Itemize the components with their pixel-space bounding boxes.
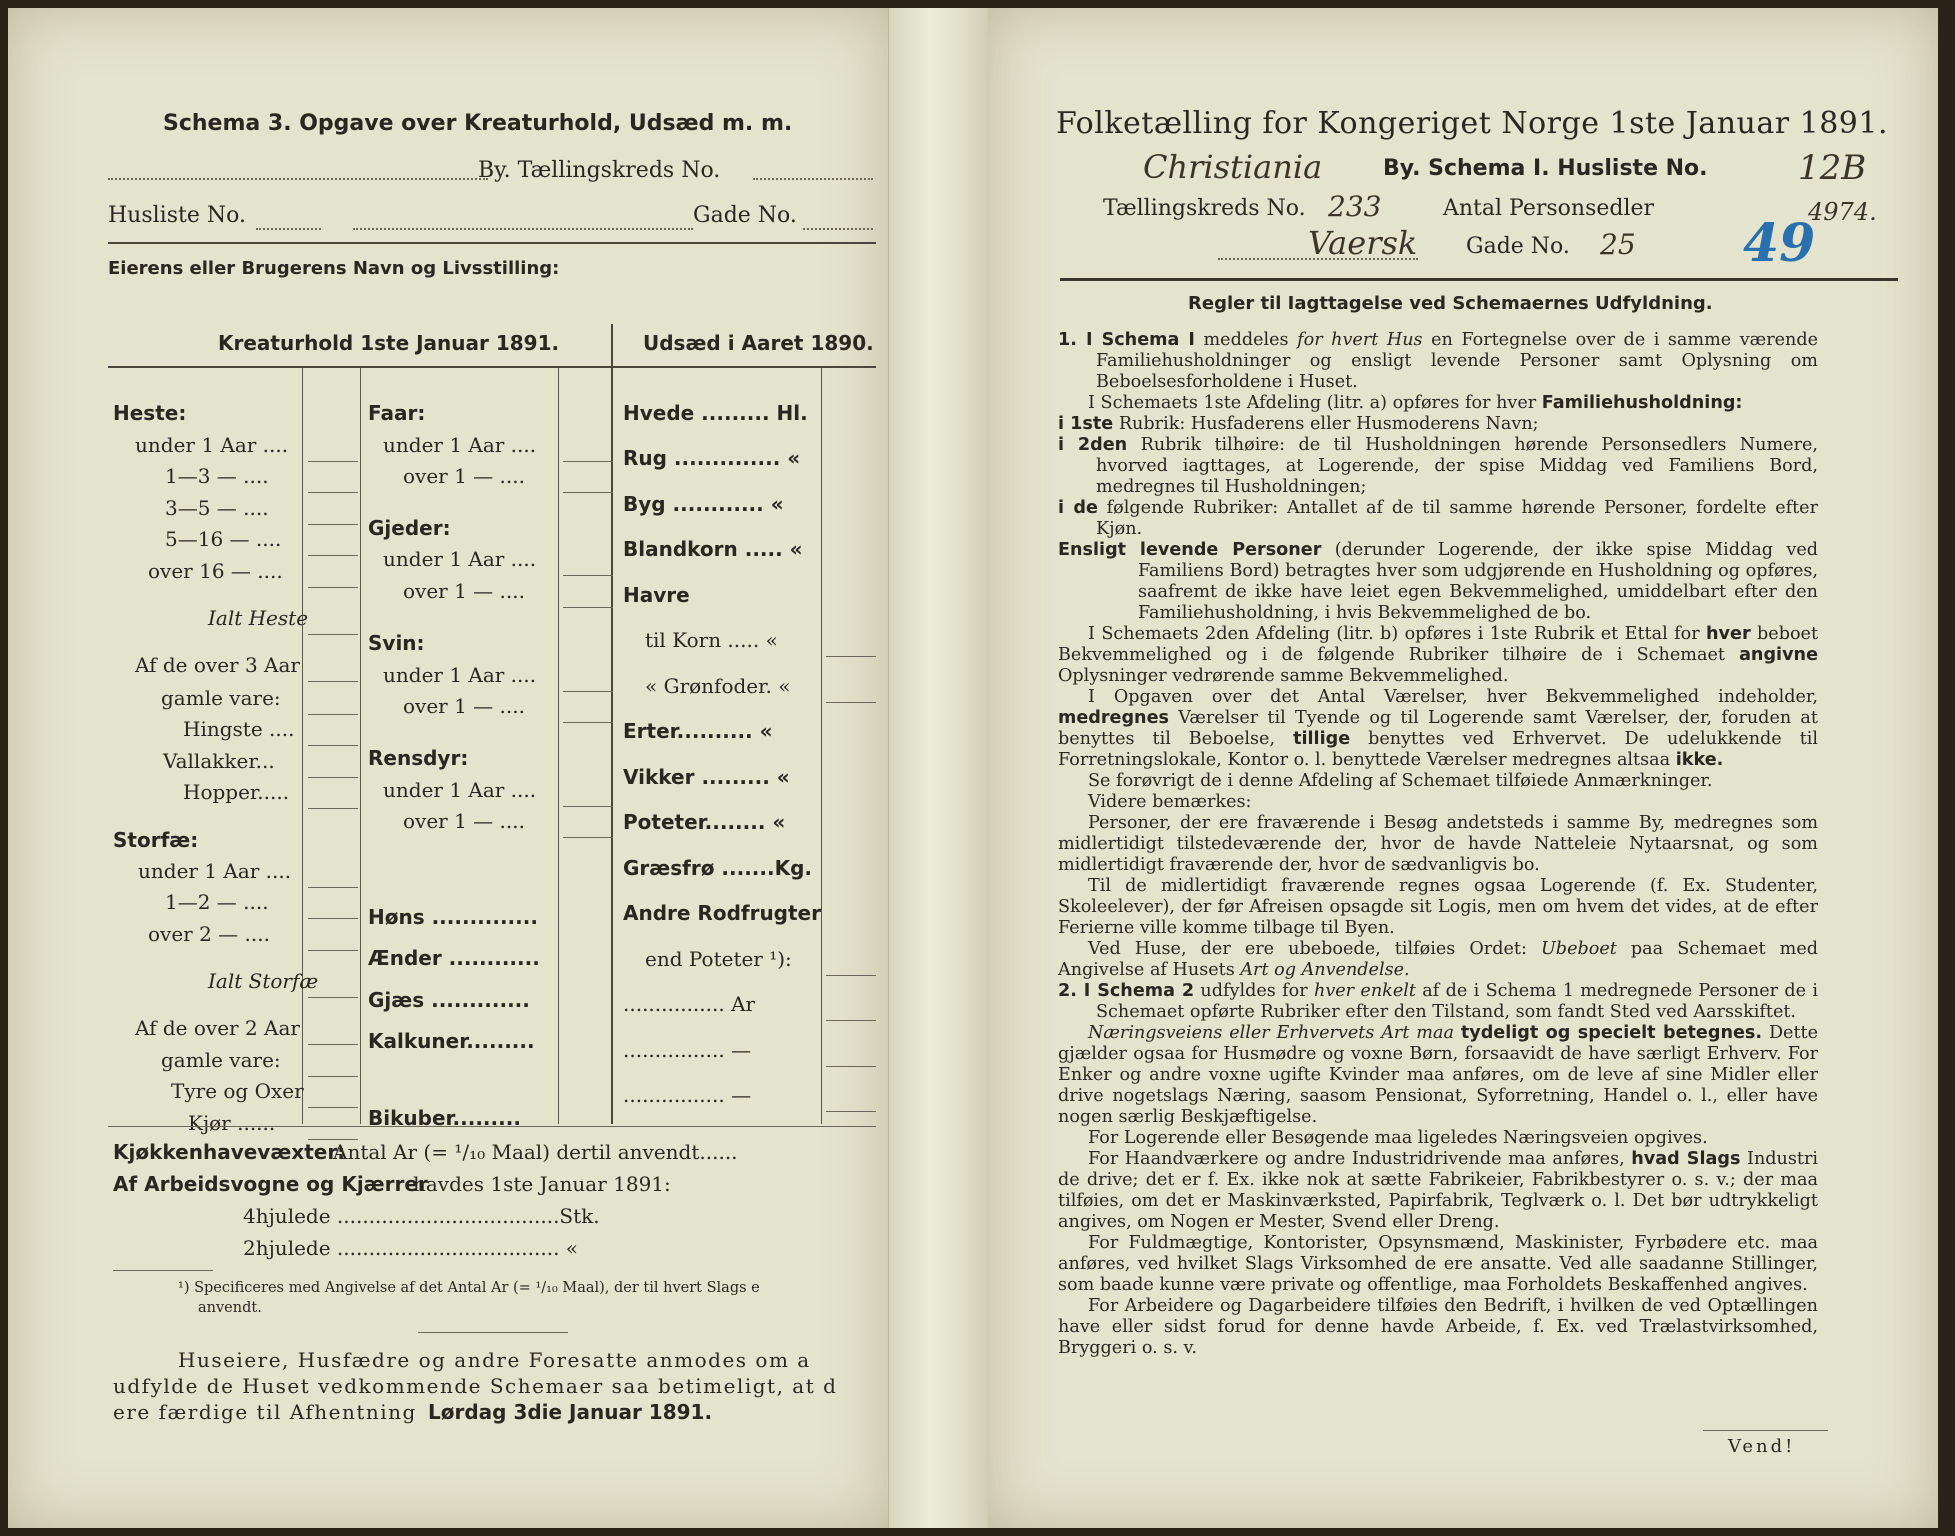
col1-entry-line-11 — [308, 808, 358, 809]
col1-num-divider — [360, 368, 361, 1124]
col1-entry-line-14 — [308, 918, 358, 919]
by-dotted-line — [108, 178, 488, 180]
p14-a: 2. I Schema 2 — [1058, 981, 1195, 1001]
col1-row-3: 3—5 — .... — [165, 496, 269, 520]
gade-no-dotted-line — [803, 228, 873, 230]
bottom-line3b: Lørdag 3die Januar 1891. — [428, 1400, 713, 1424]
short-rule — [418, 1332, 568, 1333]
col1-entry-line-16 — [308, 997, 358, 998]
handwritten-gadeno: 25 — [1600, 228, 1636, 261]
col2-row-6: Svin: — [368, 631, 425, 655]
p1-b: meddeles — [1203, 330, 1289, 350]
p15-b: tydeligt og specielt betegnes. — [1460, 1023, 1763, 1043]
col1-entry-line-6 — [308, 634, 358, 635]
left-page — [8, 8, 888, 1528]
rules-text — [1058, 330, 1818, 1359]
col1-divider — [302, 368, 303, 1124]
p14-c: hver enkelt — [1314, 981, 1416, 1001]
p13-c: paa Schemaet med Angivelse af Husets — [1058, 939, 1819, 980]
p7-e: Oplysninger vedrørende samme Bekvemmelighed. — [1058, 666, 1509, 686]
p13-d: Art og Anvendelse. — [1240, 960, 1410, 980]
p9: Se forøvrigt de i denne Afdeling af Schemaet tilføiede Anmærkninger. — [1088, 771, 1713, 791]
col3-row-6: « Grønfoder. « — [645, 674, 791, 698]
arbeid-label: Af Arbeidsvogne og Kjærrer — [113, 1172, 428, 1196]
col2-row-13: Ænder ............ — [368, 946, 540, 970]
col1-row-4: 5—16 — .... — [165, 527, 282, 551]
udsaed-header: Udsæd i Aaret 1890. — [643, 331, 874, 355]
gade-dotted-line — [353, 228, 693, 230]
bottom-line2: udfylde de Huset vedkommende Schemaer saa betimeligt, at d — [113, 1374, 838, 1398]
regler-title: Regler til Iagttagelse ved Schemaernes Udfyldning. — [1188, 293, 1713, 314]
p15-a: Næringsveiens eller Erhvervets Art maa — [1088, 1023, 1454, 1043]
col1-row-12: Storfæ: — [113, 828, 199, 852]
handwritten-gate: Vaersk — [1308, 224, 1418, 262]
footnote-line2: anvendt. — [198, 1300, 262, 1316]
handwritten-antal-blue: 49 — [1743, 213, 1816, 274]
col2-entry-line-1 — [563, 461, 613, 462]
col3-row-11: Andre Rodfrugter — [623, 901, 821, 925]
p1-d: en Fortegnelse over de i samme værende Familiehusholdninger og ensligt levende Personer samt Oplysning om Beboelsesforholdene i Huset. — [1096, 330, 1819, 392]
p1-c: for hvert Hus — [1297, 330, 1423, 350]
vend-rule — [1703, 1430, 1828, 1431]
col1-row-16: Ialt Storfæ — [208, 969, 319, 993]
col1-row-1: under 1 Aar .... — [135, 433, 289, 457]
col3-entry-line-15 — [826, 1111, 876, 1112]
husliste-dotted-line — [256, 228, 321, 230]
header-rule — [108, 242, 876, 244]
col2-entry-line-8 — [563, 722, 613, 723]
col2-row-11: over 1 — .... — [403, 809, 525, 833]
col1-row-0: Heste: — [113, 401, 187, 425]
col1-row-5: over 16 — .... — [148, 559, 283, 583]
p4-a: i 2den — [1058, 435, 1128, 455]
col1-row-6: Ialt Heste — [208, 606, 309, 630]
col1-entry-line-9 — [308, 745, 358, 746]
p5-a: i de — [1058, 498, 1098, 518]
col1-entry-line-3 — [308, 524, 358, 525]
col1-row-10: Vallakker... — [163, 749, 275, 773]
col3-row-8: Vikker ......... « — [623, 765, 790, 789]
p8-d: tillige — [1293, 729, 1351, 749]
col3-entry-line-6 — [826, 702, 876, 703]
col2-entry-line-5 — [563, 607, 613, 608]
kjokken-label: Kjøkkenhavevæxter: — [113, 1140, 346, 1164]
col3-divider — [821, 368, 822, 1124]
p7-d: angivne — [1739, 645, 1819, 665]
hjul4-row: 4hjulede ...................................Stk. — [243, 1204, 600, 1228]
col2-row-9: Rensdyr: — [368, 746, 469, 770]
bottom-line3a: ere færdige til Afhentning — [113, 1400, 417, 1424]
p4-b: Rubrik tilhøire: de til Husholdningen hørende Personsedlers Numere, hvorved iagttages, at Logerende, der spise Middag ved Familiens Bord, medregnes til Husholdningen; — [1096, 435, 1819, 497]
col2-row-4: under 1 Aar .... — [383, 547, 537, 571]
col1-entry-line-2 — [308, 492, 358, 493]
p16: For Logerende eller Besøgende maa ligeledes Næringsveien opgives. — [1088, 1128, 1708, 1148]
folketaelling-title: Folketælling for Kongeriget Norge 1ste Januar 1891. — [1056, 106, 1889, 141]
kreaturhold-header: Kreaturhold 1ste Januar 1891. — [218, 331, 560, 355]
col1-row-15: over 2 — .... — [148, 922, 270, 946]
hjul2-row: 2hjulede ................................... « — [243, 1236, 579, 1260]
col1-entry-line-17 — [308, 1044, 358, 1045]
p8-c: Værelser til Tyende og til Logerende samt Værelser, der, foruden at benyttes til Beboelse, — [1058, 708, 1818, 749]
tallingskreds-dotted-line — [753, 178, 873, 180]
col3-entry-line-13 — [826, 1020, 876, 1021]
p1-lead: 1. I Schema I — [1058, 330, 1195, 350]
col2-row-12: Høns .............. — [368, 905, 538, 929]
col2-row-1: under 1 Aar .... — [383, 433, 537, 457]
p3-a: i 1ste — [1058, 414, 1114, 434]
p2-a: I Schemaets 1ste Afdeling (litr. a) opføres for hver — [1088, 393, 1537, 413]
table-top-rule — [108, 366, 876, 368]
p3-b: Rubrik: Husfaderens eller Husmoderens Navn; — [1118, 414, 1539, 434]
col1-entry-line-7 — [308, 681, 358, 682]
col1-entry-line-8 — [308, 714, 358, 715]
p6-a: Ensligt levende Personer — [1058, 540, 1322, 560]
antal-personsedler-label: Antal Personsedler — [1443, 196, 1655, 221]
col1-row-8: gamle vare: — [161, 686, 281, 710]
col3-row-1: Rug .............. « — [623, 446, 801, 470]
gade-no-label: Gade No. — [1466, 234, 1570, 259]
husliste-label: Husliste No. — [108, 203, 246, 228]
col1-row-14: 1—2 — .... — [165, 890, 269, 914]
col3-row-0: Hvede ......... Hl. — [623, 401, 808, 425]
p7-c: beboet Bekvemmelighed og i de følgende Rubriker tilhøire de i Schemaet — [1058, 624, 1819, 665]
p8-f: ikke. — [1675, 750, 1724, 770]
p8-b: medregnes — [1058, 708, 1169, 728]
col1-entry-line-5 — [308, 587, 358, 588]
p8-e: benyttes ved Erhvervet. De udelukkende til Forretningslokale, Kontor o. l. benyttede Værelser medregnes altsaa — [1058, 729, 1819, 770]
col1-entry-line-10 — [308, 777, 358, 778]
col3-row-4: Havre — [623, 583, 690, 607]
col3-row-12: end Poteter ¹): — [645, 947, 792, 971]
vend-label: Vend! — [1728, 1436, 1796, 1457]
kjokken-text: Antal Ar (= ¹/₁₀ Maal) dertil anvendt...... — [333, 1140, 738, 1164]
col1-row-20: Kjør ...... — [188, 1111, 276, 1135]
col1-entry-line-19 — [308, 1107, 358, 1108]
p2-b: Familiehusholdning: — [1541, 393, 1743, 413]
by-tallingskreds-label: By. Tællingskreds No. — [478, 158, 721, 183]
col2-row-0: Faar: — [368, 401, 426, 425]
p17-b: hvad Slags — [1631, 1149, 1741, 1169]
schema3-title: Schema 3. Opgave over Kreaturhold, Udsæd m. m. — [163, 111, 793, 136]
p6-b: (derunder Logerende, der ikke spise Middag ved Familiens Bord) betragtes hver som udgjørende en Husholdning og opføres, saafremt de ikke have leiet egen Bekvemmelighed, umiddelbart efter den Familiehusholdning, i hvis Bekvemmelighed de bo. — [1138, 540, 1818, 623]
col2-row-16: Bikuber......... — [368, 1106, 521, 1130]
col1-entry-line-4 — [308, 555, 358, 556]
col2-entry-line-7 — [563, 691, 613, 692]
col3-row-7: Erter.......... « — [623, 719, 773, 743]
col3-row-9: Poteter........ « — [623, 810, 786, 834]
title-rule — [1060, 278, 1898, 281]
col1-row-18: gamle vare: — [161, 1048, 281, 1072]
p17-a: For Haandværkere og andre Industridrivende maa anføres, — [1088, 1149, 1625, 1169]
col3-entry-line-14 — [826, 1066, 876, 1067]
col2-entry-line-10 — [563, 806, 613, 807]
binding-fold — [888, 8, 990, 1528]
p10: Videre bemærkes: — [1088, 792, 1252, 812]
col1-entry-line-13 — [308, 887, 358, 888]
bottom-line1: Huseiere, Husfædre og andre Foresatte anmodes om a — [178, 1348, 811, 1372]
col2-row-7: under 1 Aar .... — [383, 663, 537, 687]
col3-row-5: til Korn ..... « — [645, 628, 778, 652]
p15-c: Dette gjælder ogsaa for Husmødre og voxne Børn, forsaavidt de have særligt Erhverv. For Enker og andre voxne ugifte Kvinder maa anføres, om de leve af sine Midler eller drive nogetslags Næring, saasom Pensionat, Syforretning, Handel o. l., eller have nogen særlig Beskjæftigelse. — [1058, 1023, 1819, 1127]
col2-divider — [558, 368, 559, 1124]
footnote-rule — [113, 1270, 213, 1271]
col1-row-9: Hingste .... — [183, 717, 295, 741]
p14-b: udfyldes for — [1200, 981, 1308, 1001]
col2-entry-line-2 — [563, 492, 613, 493]
gate-dotted-line — [1218, 258, 1418, 260]
col3-row-13: ................ Ar — [623, 992, 756, 1016]
right-page — [988, 8, 1938, 1528]
p11: Personer, der ere fraværende i Besøg andetsteds i samme By, medregnes som midlertidigt tilstedeværende der, hvor de havde Natteleie Nytaarsnat, og som midlertidigt fraværende der, hvor de sædvanligvis bo. — [1058, 813, 1818, 875]
col1-row-19: Tyre og Oxer — [171, 1079, 304, 1103]
tallingskreds-label: Tællingskreds No. — [1103, 196, 1306, 221]
eier-label: Eierens eller Brugerens Navn og Livsstilling: — [108, 258, 560, 279]
col2-row-2: over 1 — .... — [403, 464, 525, 488]
col2-entry-line-11 — [563, 837, 613, 838]
arbeid-text: havdes 1ste Januar 1891: — [413, 1172, 671, 1196]
handwritten-krets: 233 — [1328, 190, 1382, 223]
handwritten-city: Christiania — [1143, 148, 1323, 186]
col2-row-5: over 1 — .... — [403, 579, 525, 603]
p13-a: Ved Huse, der ere ubeboede, tilføies Ordet: — [1088, 939, 1527, 959]
col1-row-17: Af de over 2 Aar — [135, 1016, 300, 1040]
col3-row-14: ................ — — [623, 1038, 752, 1062]
table-bottom-rule — [108, 1126, 876, 1127]
col2-row-15: Kalkuner......... — [368, 1029, 535, 1053]
p5-b: følgende Rubriker: Antallet af de til samme hørende Personer, fordelte efter Kjøn. — [1096, 498, 1819, 539]
p14-d: af de i Schema 1 medregnede Personer de i Schemaet opførte Rubriker efter den Tilstand, som fandt Sted ved Aarsskiftet. — [1096, 981, 1819, 1022]
col3-row-2: Byg ............ « — [623, 492, 784, 516]
p17-c: Industri de drive; det er f. Ex. ikke nok at sætte Fabrikeier, Fabrikbestyrer o. s. v.; der maa tilføies, om det er Maskinværksted, Papirfabrik, Teglværk o. l. Det bør udtrykkeligt angives, om Nogen er Mester, Svend eller Dreng. — [1058, 1149, 1819, 1232]
p7-a: I Schemaets 2den Afdeling (litr. b) opføres i 1ste Rubrik et Ettal for — [1088, 624, 1700, 644]
p12: Til de midlertidigt fraværende regnes ogsaa Logerende (f. Ex. Studenter, Skoleelever), der før Afreisen opsagde sit Logis, men om hvem det vides, at de efter Ferierne ville komme tilbage til Byen. — [1058, 876, 1818, 938]
col3-row-3: Blandkorn ..... « — [623, 537, 803, 561]
col3-row-10: Græsfrø .......Kg. — [623, 856, 813, 880]
p18: For Fuldmægtige, Kontorister, Opsynsmænd, Maskinister, Fyrbødere etc. maa anføres, ved hvilket Slags Virksomhed de ere ansatte. Ved alle saadanne Stillinger, som baade kunne være private og offentlige, maa Forholdets Beskaffenhed angives. — [1058, 1233, 1818, 1295]
col2-entry-line-4 — [563, 575, 613, 576]
col1-row-7: Af de over 3 Aar — [135, 653, 300, 677]
handwritten-husliste: 12B — [1798, 148, 1867, 188]
col2-row-8: over 1 — .... — [403, 694, 525, 718]
col3-entry-line-12 — [826, 975, 876, 976]
col1-row-13: under 1 Aar .... — [138, 859, 292, 883]
handwritten-antal: 4974. — [1808, 198, 1877, 226]
p8-a: I Opgaven over det Antal Værelser, hver Bekvemmelighed indeholder, — [1088, 687, 1818, 707]
p13-b: Ubeboet — [1540, 939, 1617, 959]
col1-row-2: 1—3 — .... — [165, 464, 269, 488]
col1-entry-line-1 — [308, 461, 358, 462]
col3-row-15: ................ — — [623, 1083, 752, 1107]
col1-entry-line-15 — [308, 950, 358, 951]
by-schema-label: By. Schema I. Husliste No. — [1383, 156, 1708, 181]
col2-row-10: under 1 Aar .... — [383, 778, 537, 802]
col2-row-3: Gjeder: — [368, 516, 451, 540]
footnote-line1: ¹) Specificeres med Angivelse af det Antal Ar (= ¹/₁₀ Maal), der til hvert Slags e — [178, 1280, 760, 1296]
col2-row-14: Gjæs ............. — [368, 988, 530, 1012]
gade-label: Gade No. — [693, 203, 797, 228]
section-divider — [611, 324, 613, 1124]
col1-row-11: Hopper..... — [183, 780, 290, 804]
col1-entry-line-18 — [308, 1076, 358, 1077]
p7-b: hver — [1706, 624, 1751, 644]
p19: For Arbeidere og Dagarbeidere tilføies den Bedrift, i hvilken de ved Optællingen have eller sidst forud for denne havde Arbeide, f. Ex. ved Trælastvirksomhed, Bryggeri o. s. v. — [1058, 1296, 1818, 1358]
col3-entry-line-5 — [826, 656, 876, 657]
